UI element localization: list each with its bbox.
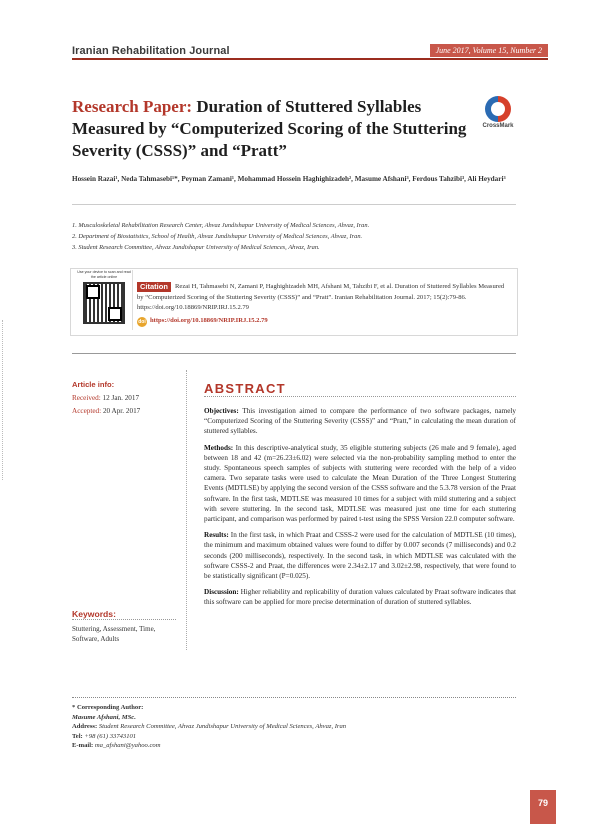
keywords-heading: Keywords:	[72, 609, 116, 619]
accepted-value: 20 Apr. 2017	[101, 407, 141, 415]
section-divider	[72, 353, 516, 354]
email-value[interactable]: ma_afshani@yahoo.com	[93, 742, 161, 749]
affiliation-1: 1. Musculoskeletal Rehabilitation Research Center, Ahvaz Jundishapur University of Medical Sciences, Ahvaz, Iran.	[72, 222, 370, 229]
abstract-discussion	[204, 587, 516, 607]
doi-link[interactable]: https://doi.org/10.18869/NRIP.IRJ.15.2.79	[150, 317, 268, 324]
qr-code-icon[interactable]	[83, 282, 125, 324]
citation-label: Citation	[137, 282, 171, 292]
results-label: Results:	[204, 531, 229, 540]
page-number: 79	[530, 790, 556, 824]
affiliations	[72, 220, 532, 253]
footer-divider	[72, 697, 516, 698]
citation-text: Rezai H, Tahmasebi N, Zamani P, Haghighizadeh MH, Afshani M, Tahzibi F, et al. Duration of Stuttered Syllables Measured by “Computerized Scoring of the Stuttering Severity (CSSS)” and “Pratt”. Iranian Rehabilitation Journal. 2017; 15(2):79-86. https://doi.org/10.18869/NRIP.IRJ.15.2.79	[137, 283, 505, 311]
abstract-results	[204, 530, 516, 581]
keywords-list: Stuttering, Assessment, Time, Software, Adults	[72, 625, 156, 643]
issue-badge: June 2017, Volume 15, Number 2	[430, 44, 548, 57]
crossmark-label: CrossMark	[482, 123, 514, 129]
address-value: Student Research Committee, Ahvaz Jundishapur University of Medical Sciences, Ahvaz, Iran	[97, 723, 347, 730]
crossmark-badge[interactable]	[480, 96, 516, 129]
address-label: Address:	[72, 723, 98, 730]
accepted-label: Accepted:	[72, 407, 102, 415]
corresponding-author	[72, 703, 372, 751]
discussion-label: Discussion:	[204, 588, 239, 597]
paper-title	[72, 96, 480, 162]
affiliation-3: 3. Student Research Committee, Ahvaz Jundishapur University of Medical Sciences, Ahvaz, Iran.	[72, 244, 320, 251]
affiliation-2: 2. Department of Biostatistics, School of Health, Ahvaz Jundishapur University of Medical Sciences, Ahvaz, Iran.	[72, 233, 363, 240]
accepted-date	[72, 407, 140, 415]
column-separator	[186, 370, 187, 650]
qr-caption: Use your device to scan and read the article online	[77, 270, 131, 279]
received-value: 12 Jan. 2017	[100, 394, 140, 402]
header-divider	[72, 58, 548, 60]
divider	[72, 204, 516, 205]
abstract-heading: ABSTRACT	[204, 381, 286, 396]
paper-title-text: Duration of Stuttered Syllables Measured by “Computerized Scoring of the Stuttering Severity (CSSS)” and “Pratt”	[72, 97, 467, 160]
paper-type-label: Research Paper:	[72, 97, 193, 116]
received-date	[72, 394, 139, 402]
methods-label: Methods:	[204, 443, 234, 452]
results-text: In the first task, in which Praat and CSSS-2 were used for the calculation of MDTLSE (10 times), the minimum and maximum obtained values were found to differ by 0.007 seconds (7 milliseconds) and 0.2 seconds (200 milliseconds), respectively. In the second task, in which MDTLSE was calculated with the software CSSS-2 and Praat, the differences were 2.34±2.17 and 3.02±2.98, respectively, that were found to be statistically significant (P=0.025).	[204, 531, 516, 581]
abstract-methods	[204, 443, 516, 525]
corresponding-heading: * Corresponding Author:	[72, 704, 144, 711]
corresponding-name: Masume Afshani, MSc.	[72, 713, 136, 721]
crossmark-icon	[485, 96, 511, 122]
email-label: E-mail:	[72, 742, 94, 749]
doi-icon: doi	[138, 319, 146, 325]
abstract-rule	[204, 396, 516, 397]
tel-label: Tel:	[72, 732, 83, 740]
abstract-objectives	[204, 406, 516, 437]
tel-value: +98 (61) 33743101	[82, 732, 137, 740]
journal-name: Iranian Rehabilitation Journal	[72, 45, 230, 57]
author-list: Hossein Razai¹, Neda Tahmasebi¹*, Peyman Zamani¹, Mohammad Hossein Haghighizadeh², Masume Afshani³, Ferdous Tahzibi³, Ali Heydari³	[72, 175, 506, 183]
objectives-label: Objectives:	[204, 407, 239, 415]
keywords-rule	[72, 619, 176, 620]
received-label: Received:	[72, 394, 101, 402]
discussion-text: Higher reliability and replicability of duration values calculated by Praat software indicates that this software can be applied for more precise determination of duration of stuttered syllables.	[204, 588, 516, 607]
methods-text: In this descriptive-analytical study, 35 eligible stuttering subjects (26 male and 9 female), aged between 18 and 42 (m=26.23±6.02) were selected via the non-probability sampling method to enter the study. Spontaneous speech samples of subjects with stuttering were recorded with the help of a video camera. Two separate tasks were used to calculate the Mean Duration of the Three Longest Stuttering Events (MDTLSE) by applying the second version of the CSSS software and the 5.3.78 version of the Praat software. In the first task, MDTLSE was measured 10 times for a subject with mild stuttering and a subject with severe stuttering. In the second task, MDTLSE was measured just one time for each stuttering participant, and comparison was performed by paired t-test using the SPSS Version 22.0 computer software.	[204, 443, 516, 524]
qr-panel	[76, 270, 133, 330]
article-info-heading: Article info:	[72, 380, 115, 389]
margin-dots	[2, 320, 6, 480]
abstract-body	[204, 406, 516, 614]
objectives-text: This investigation aimed to compare the performance of two software packages, namely “Computerized Scoring of the Stuttering Severity (CSSS)” and “Pratt,” in calculating the mean duration of stuttered syllables.	[204, 407, 516, 436]
